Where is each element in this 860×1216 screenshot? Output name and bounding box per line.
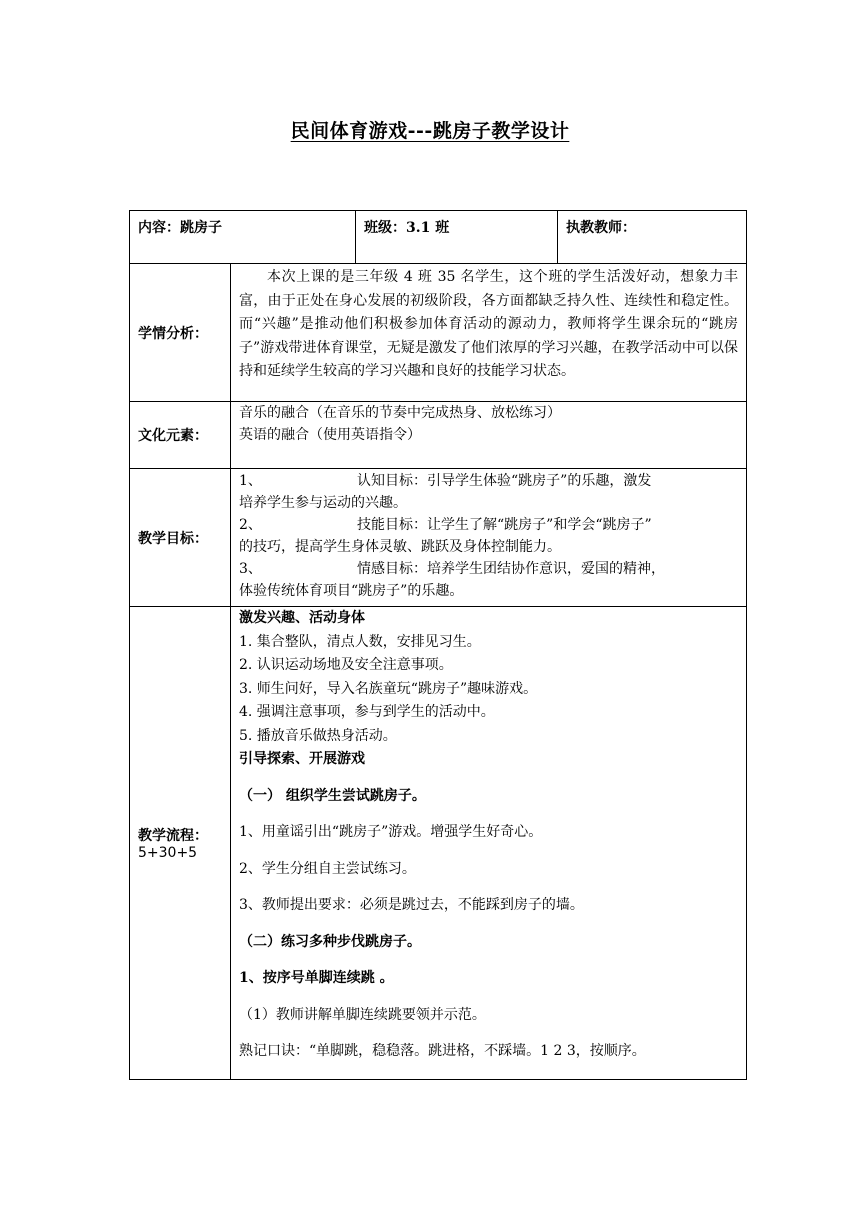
analysis-label: 学情分析：	[130, 264, 231, 402]
process-label: 教学流程：	[138, 828, 208, 844]
goals-label: 教学目标：	[130, 469, 231, 607]
goal-item: 2、 技能目标：让学生了解“跳房子”和学会“跳房子”	[239, 517, 652, 533]
goal-item: 3、 情感目标：培养学生团结协作意识，爱国的精神，	[239, 561, 665, 577]
culture-content	[231, 402, 747, 469]
section-title: 激发兴趣、活动身体	[239, 610, 365, 626]
culture-line-music: 音乐的融合（在音乐的节奏中完成热身、放松练习）	[239, 405, 561, 421]
header-row	[130, 211, 747, 264]
process-content	[231, 607, 747, 1080]
part-item: 3、教师提出要求：必须是跳过去，不能踩到房子的墙。	[239, 897, 584, 913]
analysis-content	[231, 264, 747, 402]
part-subtitle: 1、按序号单脚连续跳 。	[239, 970, 394, 986]
goal-item-continued: 的技巧，提高学生身体灵敏、跳跃及身体控制能力。	[239, 539, 561, 555]
lesson-plan-table	[129, 210, 747, 1080]
content-cell: 内容：跳房子	[130, 211, 356, 264]
culture-row	[130, 402, 747, 469]
step-item: 4. 强调注意事项，参与到学生的活动中。	[239, 704, 495, 720]
document-title: 民间体育游戏---跳房子教学设计	[290, 120, 570, 142]
step-item: 1. 集合整队，清点人数，安排见习生。	[239, 633, 481, 650]
step-item: 2. 认识运动场地及安全注意事项。	[239, 657, 453, 673]
culture-label: 文化元素：	[130, 402, 231, 469]
part-item: （1）教师讲解单脚连续跳要领并示范。	[239, 1006, 486, 1023]
part-item: 1、用童谣引出“跳房子”游戏。增强学生好奇心。	[239, 824, 543, 840]
step-item: 3. 师生问好，导入名族童玩“跳房子”趣味游戏。	[239, 680, 538, 697]
process-timing: 5+30+5	[138, 845, 198, 861]
goal-item: 1、 认知目标：引导学生体验“跳房子”的乐趣，激发	[239, 473, 652, 489]
goals-content	[231, 469, 747, 607]
class-cell: 班级：3.1 班	[356, 211, 558, 264]
analysis-row	[130, 264, 747, 402]
goal-item-continued: 培养学生参与运动的兴趣。	[239, 495, 407, 511]
culture-line-english: 英语的融合（使用英语指令）	[239, 427, 421, 443]
process-row	[130, 607, 747, 1080]
step-item: 5. 播放音乐做热身活动。	[239, 727, 397, 744]
goals-row	[130, 469, 747, 607]
part-title: （一） 组织学生尝试跳房子。	[239, 787, 426, 804]
teacher-cell: 执教教师：	[558, 211, 747, 264]
part-title: （二）练习多种步伐跳房子。	[239, 933, 421, 950]
part-item: 2、学生分组自主尝试练习。	[239, 860, 416, 877]
rhyme-line: 熟记口诀：“单脚跳，稳稳落。跳进格，不踩墙。1 2 3，按顺序。	[239, 1043, 646, 1059]
analysis-text: 本次上课的是三年级 4 班 35 名学生，这个班的学生活泼好动，想象力丰富，由于正处在身心发展的初级阶段，各方面都缺乏持久性、连续性和稳定性。而“兴趣”是推动他们积极参加体育活动的源动力，教师将学生课余玩的“跳房子”游戏带进体育课堂，无疑是激发了他们浓厚的学习兴趣，在教学活动中可以保持和延续学生较高的学习兴趣和良好的技能学习状态。	[239, 269, 738, 379]
process-label-cell	[130, 607, 231, 1080]
goal-item-continued: 体验传统体育项目“跳房子”的乐趣。	[239, 583, 464, 599]
section-title: 引导探索、开展游戏	[239, 751, 365, 767]
